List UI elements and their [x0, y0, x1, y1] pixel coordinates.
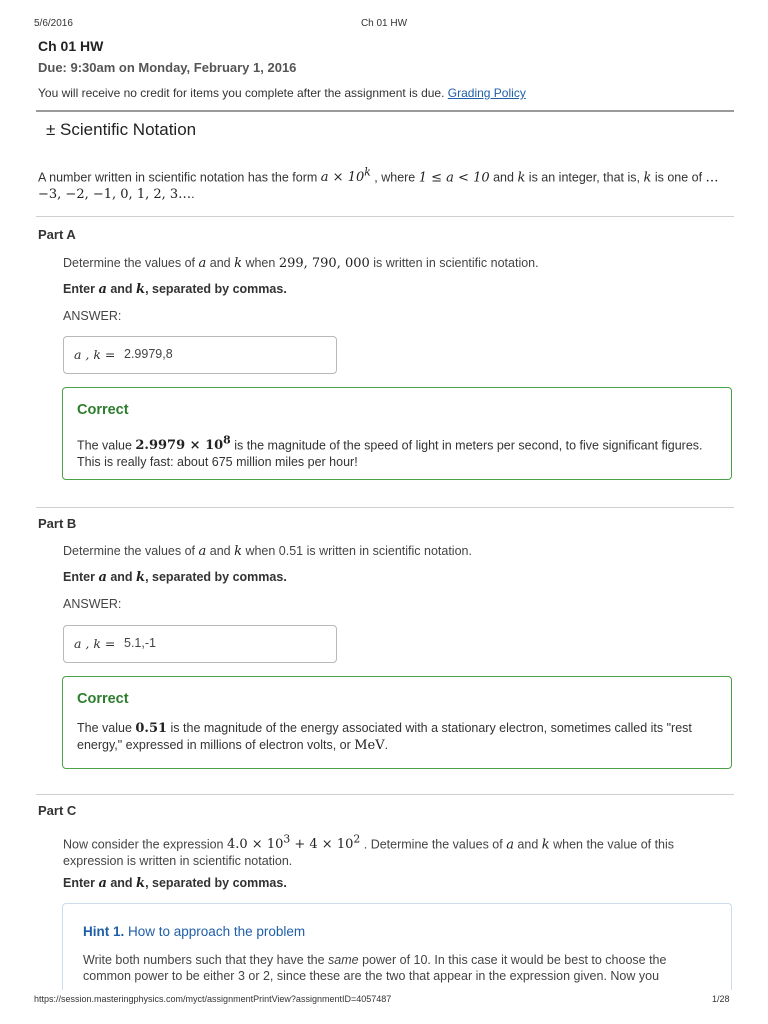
- intro-text: is one of: [651, 170, 706, 185]
- intro-text: and: [489, 170, 518, 185]
- math-k: k: [234, 256, 242, 271]
- part-c-instruction: [63, 876, 287, 891]
- print-page-number: 1/28: [712, 994, 730, 1004]
- grading-policy-link[interactable]: Grading Policy: [447, 86, 526, 100]
- answer-field-label: a , k =: [74, 636, 116, 651]
- question-text: . Determine the values of: [360, 837, 507, 852]
- feedback-math-exponent: 8: [223, 434, 231, 447]
- instruction-text: Enter: [63, 282, 99, 296]
- intro-text: is an integer, that is,: [525, 170, 644, 185]
- part-b-question: [63, 543, 723, 560]
- math-k: k: [136, 570, 146, 585]
- math-k: k: [541, 837, 550, 853]
- part-c-label: Part C: [38, 803, 77, 818]
- math-a: a: [198, 544, 207, 559]
- math-k: k: [136, 282, 146, 297]
- section-intro: [38, 164, 728, 203]
- math-k: k: [136, 876, 146, 891]
- feedback-math-base: 2.9979 × 10: [135, 438, 224, 454]
- intro-math-sequence: … −3, −2, −1, 0, 1, 2, 3…: [38, 170, 719, 203]
- question-text: is written in scientific notation.: [369, 256, 539, 270]
- math-term: + 4 × 10: [290, 837, 354, 853]
- math-exponent: 2: [353, 833, 361, 846]
- math-expression: [226, 833, 361, 853]
- intro-text: A number written in scientific notation has the form: [38, 170, 321, 185]
- answer-field-value: 2.9979,8: [124, 347, 173, 361]
- intro-math-exponent: k: [364, 166, 371, 179]
- late-credit-text: You will receive no credit for items you complete after the assignment is due.: [38, 86, 445, 100]
- instruction-text: Enter: [63, 570, 99, 584]
- part-b-answer-label: ANSWER:: [63, 597, 122, 611]
- part-b-correct-feedback: [62, 676, 732, 769]
- question-text: when the value of this expression is written in scientific notation.: [63, 837, 675, 869]
- math-a: a: [98, 570, 107, 585]
- math-exponent: 3: [283, 833, 291, 846]
- question-text: when: [241, 256, 279, 270]
- answer-field-value: 5.1,-1: [124, 636, 156, 650]
- math-a: a: [98, 282, 107, 297]
- correct-message: [77, 720, 717, 754]
- part-a-answer-field[interactable]: [63, 336, 337, 374]
- question-text: Determine the values of: [63, 256, 199, 270]
- part-c-question: [63, 832, 723, 869]
- feedback-text: is the magnitude of the speed of light in meters per second, to five significant figures. This is really fast: about 675 million miles per hour!: [77, 438, 703, 470]
- feedback-math: 0.51: [135, 721, 168, 736]
- question-text: when 0.51 is written in scientific notation.: [241, 544, 472, 558]
- intro-text: , where: [370, 170, 419, 185]
- hint-title: How to approach the problem: [124, 924, 306, 939]
- feedback-math: [135, 434, 231, 454]
- intro-math-range: 1 ≤ a < 10: [418, 170, 490, 186]
- correct-message: [77, 432, 717, 471]
- question-text: and: [206, 256, 235, 270]
- part-a-answer-label: ANSWER:: [63, 309, 122, 323]
- part-divider: [36, 216, 734, 217]
- math-k: k: [234, 544, 242, 559]
- math-a: a: [198, 256, 207, 271]
- assignment-title: Ch 01 HW: [38, 38, 104, 54]
- intro-text: .: [191, 187, 195, 202]
- question-text: Determine the values of: [63, 544, 199, 558]
- hint-text: Write both numbers such that they have the: [83, 953, 329, 967]
- late-credit-notice: [38, 86, 526, 100]
- instruction-text: and: [106, 876, 137, 890]
- part-a-question: [63, 255, 723, 272]
- math-a: a: [98, 876, 107, 891]
- hint-number: Hint 1.: [83, 924, 125, 939]
- part-a-label: Part A: [38, 227, 76, 242]
- print-footer-url: https://session.masteringphysics.com/myct/assignmentPrintView?assignmentID=4057487: [34, 994, 392, 1004]
- math-number: 299, 790, 000: [278, 256, 370, 271]
- correct-title: Correct: [77, 691, 129, 707]
- question-text: and: [513, 837, 542, 852]
- print-date: 5/6/2016: [34, 18, 73, 29]
- feedback-math-unit: MeV: [354, 738, 385, 753]
- instruction-text: , separated by commas.: [145, 570, 287, 584]
- feedback-text: The value: [77, 438, 136, 453]
- question-text: and: [206, 544, 235, 558]
- part-b-instruction: [63, 570, 287, 585]
- answer-field-label: a , k =: [74, 347, 116, 362]
- math-a: a: [506, 837, 514, 853]
- intro-math-k: k: [643, 170, 652, 186]
- section-divider: [36, 110, 734, 112]
- instruction-text: Enter: [63, 876, 99, 890]
- hint-1-text: [83, 952, 713, 984]
- intro-math-k: k: [517, 170, 526, 186]
- correct-title: Correct: [77, 402, 129, 418]
- hint-text: power of 10. In this case it would be best to choose the common power to be either 3 or 2, since these are the two that appear in the expression given. Now you: [83, 953, 667, 983]
- hint-emphasis: same: [328, 953, 359, 967]
- print-page-title: Ch 01 HW: [360, 18, 408, 29]
- part-b-answer-field[interactable]: [63, 625, 337, 663]
- part-divider: [36, 794, 734, 795]
- question-text: Now consider the expression: [63, 837, 227, 852]
- instruction-text: and: [106, 282, 137, 296]
- part-divider: [36, 507, 734, 508]
- section-title: ± Scientific Notation: [46, 120, 197, 139]
- feedback-text: .: [384, 738, 389, 752]
- instruction-text: , separated by commas.: [145, 876, 287, 890]
- feedback-text: is the magnitude of the energy associated with a stationary electron, sometimes called its "rest energy," expressed in millions of electron volts, or: [77, 721, 692, 752]
- feedback-text: The value: [77, 721, 136, 735]
- assignment-due-date: Due: 9:30am on Monday, February 1, 2016: [38, 60, 297, 75]
- part-a-correct-feedback: [62, 387, 732, 480]
- instruction-text: and: [106, 570, 137, 584]
- hint-1-toggle[interactable]: [83, 924, 305, 939]
- intro-math-base: a × 10: [320, 170, 365, 186]
- part-a-instruction: [63, 282, 287, 297]
- part-b-label: Part B: [38, 516, 77, 531]
- math-term: 4.0 × 10: [226, 837, 284, 853]
- intro-math-form: [320, 166, 371, 186]
- instruction-text: , separated by commas.: [145, 282, 287, 296]
